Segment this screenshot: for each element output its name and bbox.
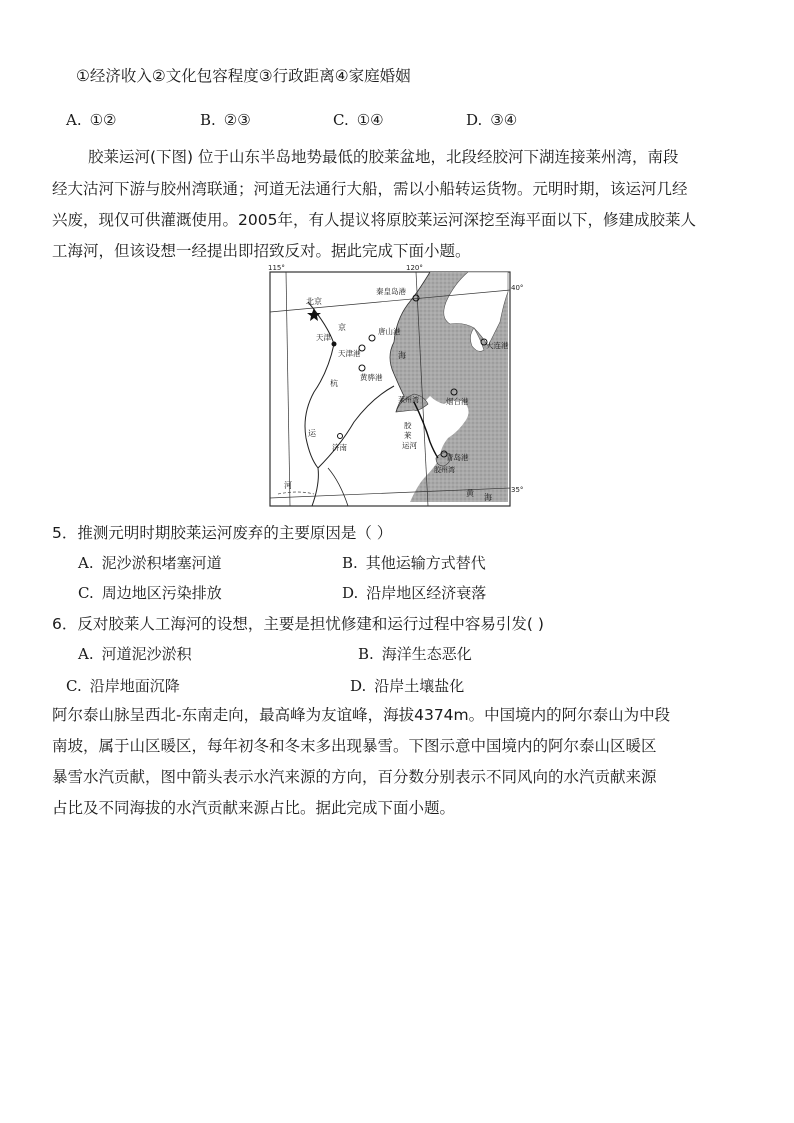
label-canal-1: 胶: [404, 421, 412, 430]
prev-option-b[interactable]: [200, 110, 251, 130]
label-huanghua: 黄骅港: [360, 373, 383, 382]
option-text: ②③: [223, 111, 251, 129]
option-key: D.: [342, 584, 359, 602]
passage2-line-1: 阿尔泰山脉呈西北-东南走向，最高峰为友谊峰，海拔4374m。中国境内的阿尔泰山为中段: [52, 706, 671, 724]
passage1-line-2: 经大沽河下游与胶州湾联通；河道无法通行大船，需以小船转运货物。元明时期，该运河几经: [52, 180, 688, 198]
label-jiaozhou-bay: 胶州湾: [434, 466, 455, 474]
option-key: A.: [78, 645, 94, 663]
option-text: 泥沙淤积堵塞河道: [101, 554, 222, 572]
label-huanghai-2: 海: [484, 493, 492, 502]
option-text: ①②: [89, 111, 117, 129]
label-rail-4: 河: [284, 481, 292, 490]
prev-option-d[interactable]: [466, 110, 517, 130]
option-key: A.: [66, 111, 82, 129]
q5-stem: 5．推测元明时期胶莱运河废弃的主要原因是（ ）: [52, 524, 393, 542]
q6-stem: 6．反对胶莱人工海河的设想，主要是担忧修建和运行过程中容易引发( ): [52, 615, 544, 633]
option-text: 沿岸地区经济衰落: [366, 584, 487, 602]
tianjin-city-icon: [332, 342, 337, 347]
passage1-line-3: 兴废，现仅可供灌溉使用。2005年，有人提议将原胶莱运河深挖至海平面以下，修建成胶莱人: [52, 211, 696, 229]
label-rail-1: 京: [338, 323, 346, 332]
q5-option-d[interactable]: [342, 583, 486, 603]
option-key: B.: [200, 111, 216, 129]
option-text: 沿岸土壤盐化: [374, 677, 465, 695]
option-key: C.: [66, 677, 82, 695]
option-key: D.: [350, 677, 367, 695]
passage2-line-2: 南坡，属于山区暖区，每年初冬和冬末多出现暴雪。下图示意中国境内的阿尔泰山区暖区: [52, 737, 657, 755]
label-canal-3: 运河: [402, 441, 417, 450]
label-qingdao: 青岛港: [446, 453, 469, 462]
jiaolai-canal-map: [268, 262, 530, 510]
passage1-line-1: 胶莱运河(下图) 位于山东半岛地势最低的胶莱盆地，北段经胶河下湖连接莱州湾，南段: [88, 148, 679, 166]
q6-option-a[interactable]: [78, 644, 192, 664]
q6-option-d[interactable]: [350, 676, 464, 696]
label-jinan: 济南: [332, 443, 347, 452]
passage2-line-4: 占比及不同海拔的水汽贡献来源占比。据此完成下面小题。: [52, 799, 456, 817]
passage2-line-3: 暴雪水汽贡献，图中箭头表示水汽来源的方向，百分数分别表示不同风向的水汽贡献来源: [52, 768, 657, 786]
option-key: B.: [342, 554, 358, 572]
option-text: 河道泥沙淤积: [101, 645, 192, 663]
label-rail-3: 运: [308, 429, 316, 438]
option-key: A.: [78, 554, 94, 572]
option-text: ①④: [356, 111, 384, 129]
prev-question-items: ①经济收入②文化包容程度③行政距离④家庭婚姻: [76, 67, 411, 85]
option-key: C.: [333, 111, 349, 129]
label-bohai: 海: [398, 351, 406, 360]
label-laizhou-bay: 莱州湾: [398, 396, 419, 404]
label-tangshan: 唐山港: [378, 327, 401, 336]
prev-option-c[interactable]: [333, 110, 384, 130]
label-tianjin: 天津: [316, 333, 331, 342]
lat-label-40: 40°: [511, 284, 524, 292]
label-tianjin-port: 天津港: [338, 349, 361, 358]
option-text: 周边地区污染排放: [101, 584, 222, 602]
q6-option-c[interactable]: [66, 676, 180, 696]
lat-label-35: 35°: [511, 486, 524, 494]
option-text: ③④: [490, 111, 518, 129]
q5-option-a[interactable]: [78, 553, 222, 573]
label-dalian: 大连港: [486, 341, 509, 350]
option-text: 沿岸地面沉降: [89, 677, 180, 695]
label-yantai: 烟台港: [446, 397, 469, 406]
option-text: 海洋生态恶化: [381, 645, 472, 663]
option-text: 其他运输方式替代: [365, 554, 486, 572]
passage1-line-4: 工海河，但该设想一经提出即招致反对。据此完成下面小题。: [52, 242, 471, 260]
label-beijing: 北京: [306, 297, 322, 306]
option-key: C.: [78, 584, 94, 602]
lon-label-115: 115°: [268, 264, 285, 272]
q6-option-b[interactable]: [358, 644, 472, 664]
label-qinhuangdao: 秦皇岛港: [376, 287, 406, 296]
option-key: D.: [466, 111, 483, 129]
q5-option-b[interactable]: [342, 553, 486, 573]
prev-option-a[interactable]: [66, 110, 117, 130]
option-key: B.: [358, 645, 374, 663]
label-canal-2: 莱: [404, 431, 412, 440]
label-huanghai-1: 黄: [466, 489, 474, 498]
lon-label-120: 120°: [406, 264, 423, 272]
q5-option-c[interactable]: [78, 583, 222, 603]
label-rail-2: 杭: [330, 379, 338, 388]
